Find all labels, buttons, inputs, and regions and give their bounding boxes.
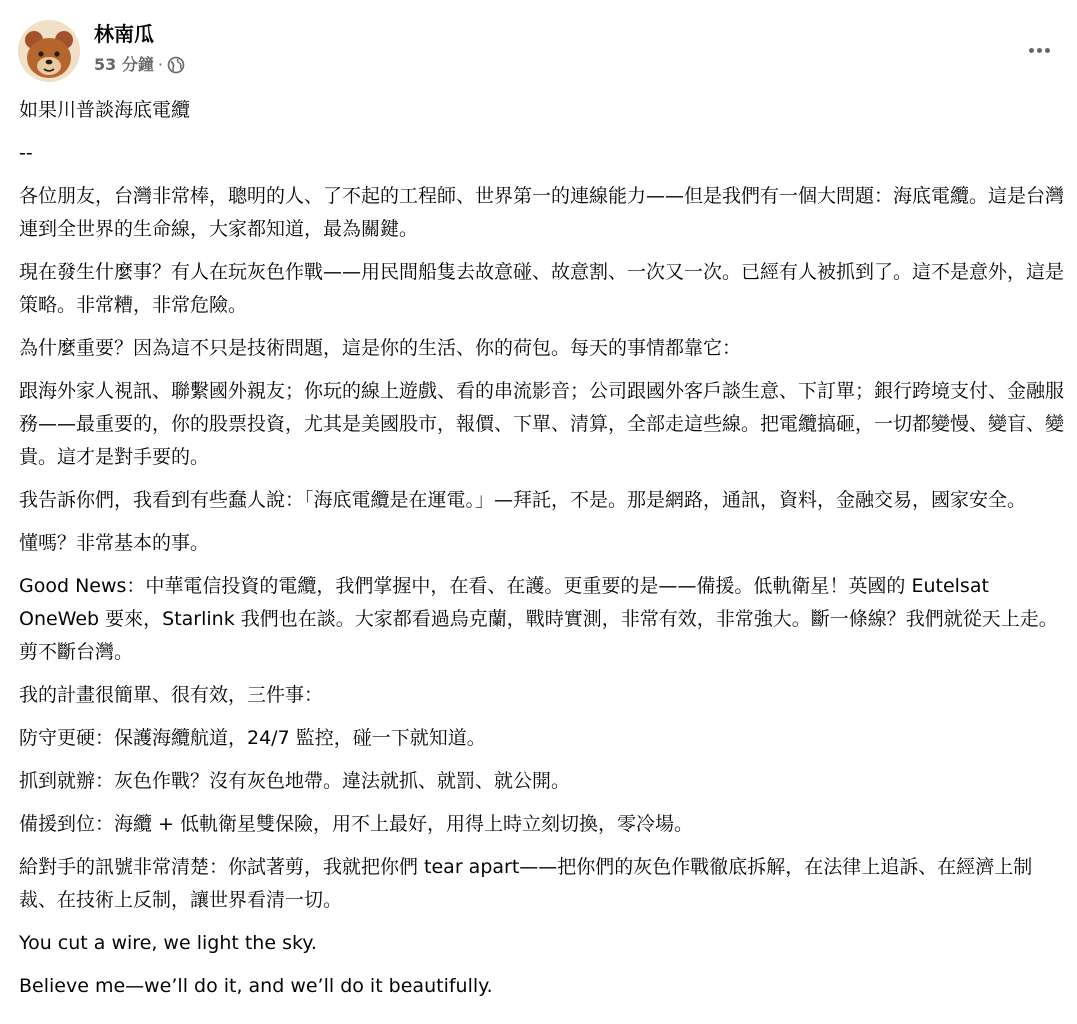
globe-icon[interactable] (167, 56, 185, 74)
post-timestamp[interactable]: 53 分鐘 (94, 55, 154, 74)
post-paragraph: 為什麼重要？因為這不只是技術問題，這是你的生活、你的荷包。每天的事情都靠它： (19, 337, 742, 359)
post-paragraph: 現在發生什麼事？有人在玩灰色作戰——用民間船隻去故意碰、故意割、一次又一次。已經有人被抓到了。這不是意外，這是策略。非常糟，非常危險。 (19, 261, 1065, 316)
author-avatar[interactable] (18, 20, 80, 82)
more-horizontal-icon (1029, 48, 1050, 53)
meta-separator: · (157, 55, 163, 74)
post-paragraph: 我的計畫很簡單、很有效，三件事： (19, 684, 324, 706)
post-title: 如果川普談海底電纜 (19, 99, 191, 121)
post-paragraph: 備援到位：海纜 + 低軌衛星雙保險，用不上最好，用得上時立刻切換，零冷場。 (19, 813, 694, 835)
post-meta (94, 54, 185, 76)
post-paragraph: 給對手的訊號非常清楚：你試著剪，我就把你們 tear apart——把你們的灰色作戰徹底拆解，在法律上追訴、在經濟上制裁、在技術上反制，讓世界看清一切。 (19, 856, 1033, 911)
post-paragraph: Believe me—we’ll do it, and we’ll do it beautifully. (19, 975, 493, 997)
post-paragraph: 我告訴你們，我看到有些蠢人說：「海底電纜是在運電。」—拜託，不是。那是網路，通訊，資料，金融交易，國家安全。 (19, 489, 1027, 511)
post-paragraph: 跟海外家人視訊、聯繫國外親友；你玩的線上遊戲、看的串流影音；公司跟國外客戶談生意、下訂單；銀行跨境支付、金融服務——最重要的，你的股票投資，尤其是美國股市，報價、下單、清算，全部走這些線。把電纜搞砸，一切都變慢、變盲、變貴。這才是對手要的。 (19, 380, 1065, 468)
post-paragraph: Good News：中華電信投資的電纜，我們掌握中，在看、在護。更重要的是——備援。低軌衛星！英國的 Eutelsat OneWeb 要來，Starlink 我們也在談。大家都看過烏克蘭，戰時實測，非常有效，非常強大。斷一條線？我們就從天上走。剪不斷台灣。 (19, 575, 1058, 663)
author-name[interactable]: 林南瓜 (94, 22, 154, 46)
post-paragraph: 懂嗎？非常基本的事。 (19, 532, 210, 554)
more-options-button[interactable] (1019, 32, 1059, 68)
cartoon-bear-avatar-icon (18, 20, 80, 82)
post-paragraph: 防守更硬：保護海纜航道，24/7 監控，碰一下就知道。 (19, 727, 486, 749)
post-paragraph: 抓到就辦：灰色作戰？沒有灰色地帶。違法就抓、就罰、就公開。 (19, 770, 571, 792)
post-separator-text: -- (19, 142, 33, 164)
post-header (18, 18, 1059, 84)
post-body (19, 94, 1065, 1003)
post-paragraph: 各位朋友，台灣非常棒，聰明的人、了不起的工程師、世界第一的連線能力——但是我們有一個大問題：海底電纜。這是台灣連到全世界的生命線，大家都知道，最為關鍵。 (19, 185, 1065, 240)
post-paragraph: You cut a wire, we light the sky. (19, 932, 317, 954)
